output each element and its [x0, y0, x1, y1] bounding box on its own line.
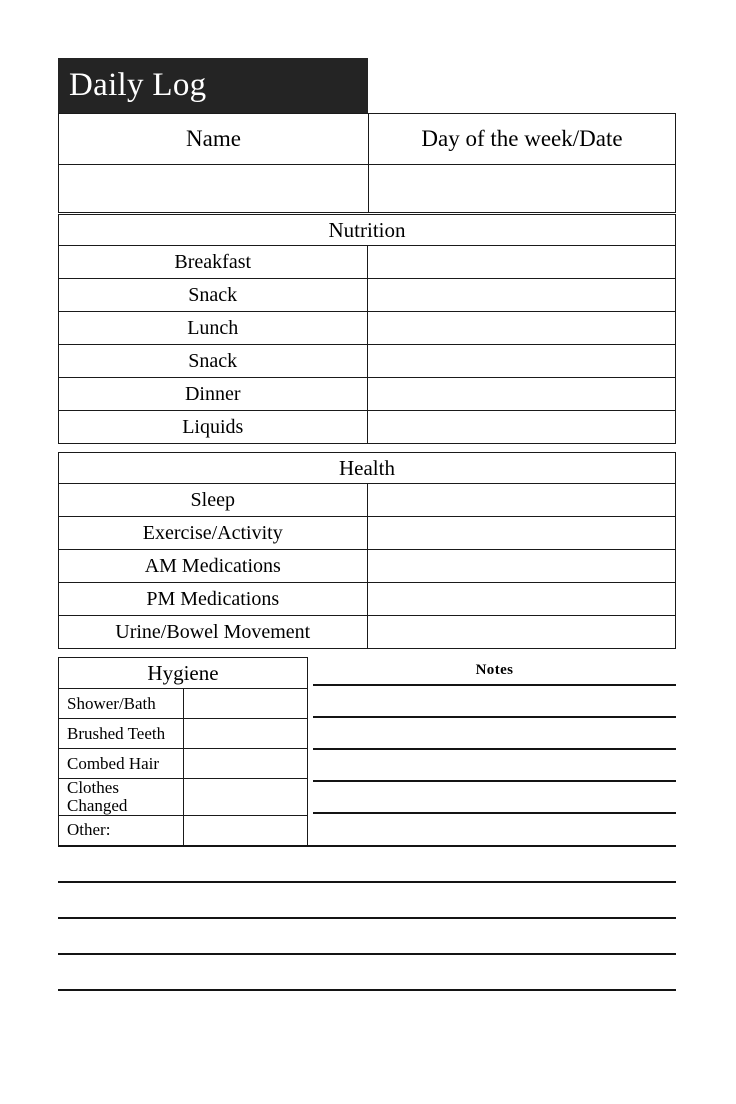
- nutrition-row-label: Liquids: [59, 411, 368, 444]
- health-row-value[interactable]: [367, 550, 676, 583]
- nutrition-row-label: Breakfast: [59, 246, 368, 279]
- health-row-value[interactable]: [367, 517, 676, 550]
- nutrition-section-header: Nutrition: [59, 215, 676, 246]
- nutrition-row-value[interactable]: [367, 279, 676, 312]
- hygiene-row-checkbox[interactable]: [183, 689, 308, 719]
- nutrition-row-label: Lunch: [59, 312, 368, 345]
- table-row: [59, 583, 676, 616]
- notes-section: [313, 657, 676, 844]
- nutrition-row-label: Snack: [59, 279, 368, 312]
- nutrition-row-value[interactable]: [367, 378, 676, 411]
- table-row: [59, 114, 676, 165]
- nutrition-row-value[interactable]: [367, 246, 676, 279]
- notes-line[interactable]: [313, 780, 676, 812]
- page-title-bar: [58, 58, 368, 113]
- hygiene-row-checkbox[interactable]: [183, 749, 308, 779]
- nutrition-row-value[interactable]: [367, 345, 676, 378]
- health-row-value[interactable]: [367, 583, 676, 616]
- writing-line[interactable]: [58, 953, 676, 989]
- hygiene-table: [58, 657, 308, 846]
- date-input-cell[interactable]: [369, 165, 676, 213]
- table-row: [59, 550, 676, 583]
- writing-line[interactable]: [58, 845, 676, 881]
- table-row: [59, 779, 308, 816]
- bottom-writing-lines: [58, 845, 676, 1025]
- hygiene-row-checkbox[interactable]: [183, 719, 308, 749]
- hygiene-row-checkbox[interactable]: [183, 779, 308, 816]
- table-row: [59, 517, 676, 550]
- name-header-cell: Name: [59, 114, 369, 165]
- hygiene-row-checkbox[interactable]: [183, 815, 308, 845]
- health-table: [58, 452, 676, 649]
- notes-line[interactable]: [313, 748, 676, 780]
- notes-line[interactable]: [313, 716, 676, 748]
- notes-heading: Notes: [475, 662, 514, 678]
- nutrition-row-value[interactable]: [367, 312, 676, 345]
- health-row-label: Sleep: [59, 484, 368, 517]
- table-row: [59, 165, 676, 213]
- table-row: [59, 453, 676, 484]
- table-row: [59, 215, 676, 246]
- table-row: [59, 658, 308, 689]
- table-row: [59, 719, 308, 749]
- health-row-label: AM Medications: [59, 550, 368, 583]
- hygiene-row-label: Combed Hair: [59, 749, 184, 779]
- health-row-label: Exercise/Activity: [59, 517, 368, 550]
- health-row-label: PM Medications: [59, 583, 368, 616]
- table-row: [59, 411, 676, 444]
- table-row: [59, 616, 676, 649]
- table-row: [59, 749, 308, 779]
- table-row: [59, 345, 676, 378]
- name-date-table: [58, 113, 676, 213]
- table-row: [59, 689, 308, 719]
- health-row-value[interactable]: [367, 616, 676, 649]
- page-title: Daily Log: [69, 67, 207, 103]
- name-input-cell[interactable]: [59, 165, 369, 213]
- notes-line[interactable]: [313, 684, 676, 716]
- nutrition-row-value[interactable]: [367, 411, 676, 444]
- nutrition-table: [58, 214, 676, 444]
- table-row: [59, 378, 676, 411]
- health-row-label: Urine/Bowel Movement: [59, 616, 368, 649]
- table-row: [59, 312, 676, 345]
- table-row: [59, 279, 676, 312]
- health-row-value[interactable]: [367, 484, 676, 517]
- table-row: [59, 484, 676, 517]
- health-section-header: Health: [59, 453, 676, 484]
- date-header-cell: Day of the week/Date: [369, 114, 676, 165]
- hygiene-row-label: Brushed Teeth: [59, 719, 184, 749]
- notes-line[interactable]: [313, 812, 676, 844]
- hygiene-row-label: Shower/Bath: [59, 689, 184, 719]
- writing-line[interactable]: [58, 917, 676, 953]
- table-row: [59, 246, 676, 279]
- hygiene-section-header: Hygiene: [59, 658, 308, 689]
- table-row: [59, 815, 308, 845]
- hygiene-row-label: Clothes Changed: [59, 779, 184, 816]
- nutrition-row-label: Dinner: [59, 378, 368, 411]
- nutrition-row-label: Snack: [59, 345, 368, 378]
- hygiene-row-label: Other:: [59, 815, 184, 845]
- writing-line[interactable]: [58, 989, 676, 1025]
- writing-line[interactable]: [58, 881, 676, 917]
